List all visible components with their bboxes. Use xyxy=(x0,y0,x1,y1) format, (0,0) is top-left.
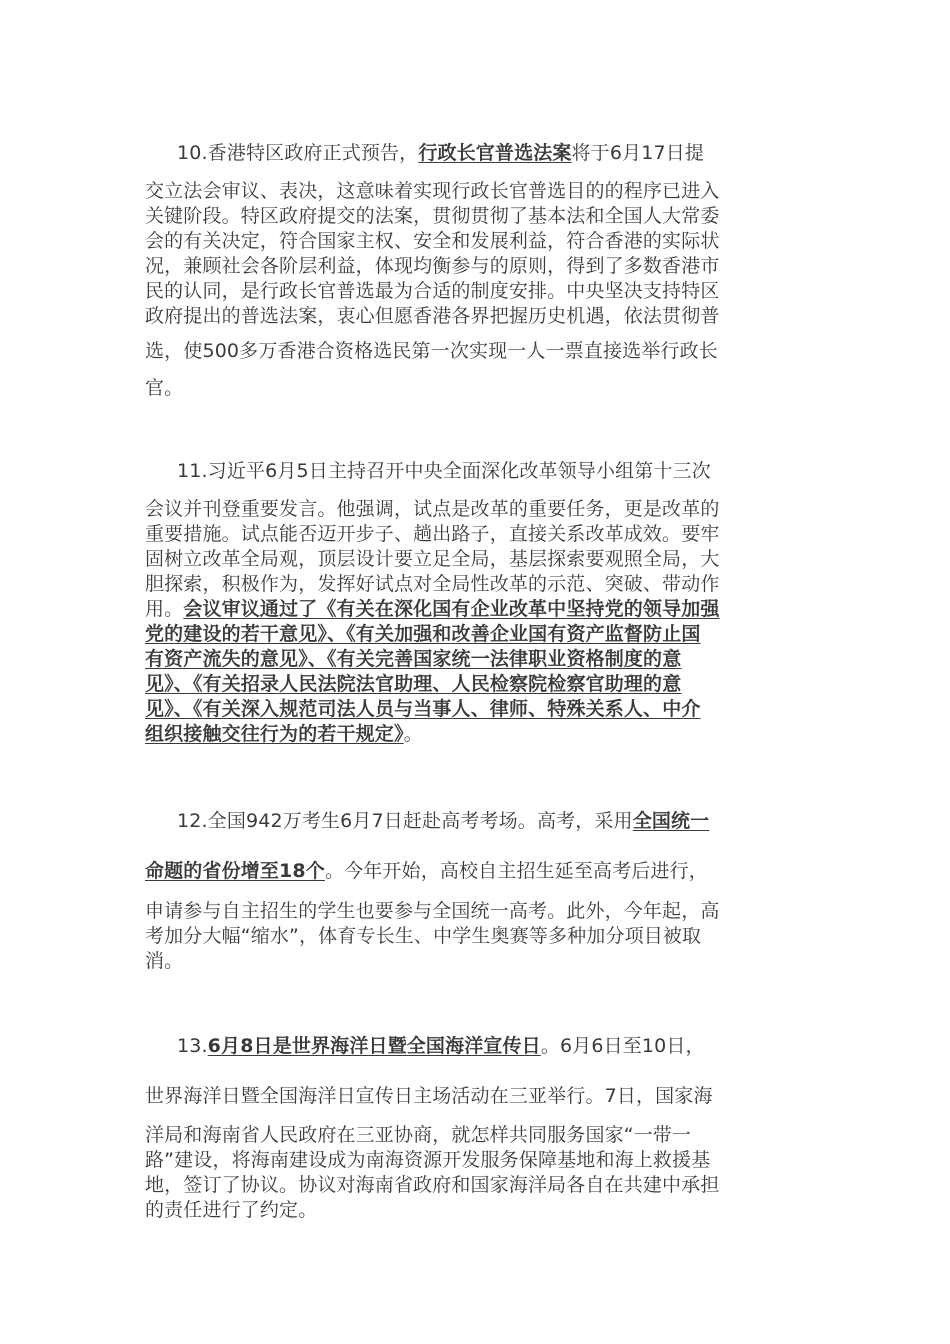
text-line xyxy=(145,671,681,698)
underlined-phrase: 见》、《有关招录人民法院法官助理、人民检察院检察官助理的意 xyxy=(145,673,682,695)
text-line xyxy=(145,1197,317,1224)
text-run: 将于6月17日提 xyxy=(571,142,704,164)
text-run: 13. xyxy=(177,1035,208,1057)
text-line xyxy=(145,458,711,485)
text-run: 固树立改革全局观，顶层设计要立足全局，基层探索要观照全局，大 xyxy=(145,548,720,570)
text-run: 11.习近平6月5日主持召开中央全面深化改革领导小组第十三次 xyxy=(177,460,711,482)
text-run: 重要措施。试点能否迈开步子、趟出路子，直接关系改革成效。要牢 xyxy=(145,523,720,545)
text-line xyxy=(145,696,701,723)
text-line xyxy=(145,858,708,885)
text-run: 世界海洋日暨全国海洋日宣传日主场活动在三亚举行。7日，国家海 xyxy=(145,1085,713,1107)
text-line xyxy=(145,898,720,925)
text-run: 。6月6日至10日， xyxy=(540,1035,705,1057)
underlined-phrase: 会议审议通过了《有关在深化国有企业改革中坚持党的领导加强 xyxy=(183,598,720,620)
text-line xyxy=(145,521,720,548)
text-line xyxy=(145,338,718,365)
text-run: 官。 xyxy=(145,377,184,399)
text-line xyxy=(145,1147,710,1174)
text-line xyxy=(145,375,183,402)
text-line xyxy=(145,140,704,167)
underlined-phrase: 有资产流失的意见》、《有关完善国家统一法律职业资格制度的意 xyxy=(145,648,682,670)
text-run: 12.全国942万考生6月7日赶赴高考考场。高考，采用 xyxy=(177,810,633,832)
underlined-phrase: 6月8日是世界海洋日暨全国海洋宣传日 xyxy=(207,1035,541,1057)
text-line xyxy=(145,203,720,230)
text-run: 会的有关决定，符合国家主权、安全和发展利益，符合香港的实际状 xyxy=(145,230,720,252)
text-run: 交立法会审议、表决，这意味着实现行政长官普选目的的程序已进入 xyxy=(145,180,720,202)
text-line xyxy=(145,303,720,330)
text-line xyxy=(145,253,720,280)
text-run: 地，签订了协议。协议对海南省政府和国家海洋局各自在共建中承担 xyxy=(145,1174,720,1196)
text-run: 关键阶段。特区政府提交的法案，贯彻贯彻了基本法和全国人大常委 xyxy=(145,205,720,227)
underlined-phrase: 见》、《有关深入规范司法人员与当事人、律师、特殊关系人、中介 xyxy=(145,698,701,720)
text-line xyxy=(145,1122,691,1149)
text-run: 用。 xyxy=(145,598,184,620)
text-run: 会议并刊登重要发言。他强调，试点是改革的重要任务，更是改革的 xyxy=(145,498,720,520)
text-run: 消。 xyxy=(145,950,184,972)
text-run: 路”建设，将海南建设成为南海资源开发服务保障基地和海上救援基 xyxy=(145,1149,711,1171)
text-run: 民的认同，是行政长官普选最为合适的制度安排。中央坚决支持特区 xyxy=(145,280,720,302)
text-run: 选，使500多万香港合资格选民第一次实现一人一票直接选举行政长 xyxy=(145,340,718,362)
text-run: 胆探索，积极作为，发挥好试点对全局性改革的示范、突破、带动作 xyxy=(145,573,720,595)
text-line xyxy=(145,571,720,598)
text-line xyxy=(145,596,720,623)
text-line xyxy=(145,1172,720,1199)
text-run: 的责任进行了约定。 xyxy=(145,1199,318,1221)
text-run: 况，兼顾社会各阶层利益，体现均衡参与的原则，得到了多数香港市 xyxy=(145,255,720,277)
text-line xyxy=(145,948,183,975)
text-line xyxy=(145,178,720,205)
text-line xyxy=(145,646,681,673)
text-run: 洋局和海南省人民政府在三亚协商，就怎样共同服务国家“一带一 xyxy=(145,1124,692,1146)
text-line xyxy=(145,278,720,305)
underlined-phrase: 命题的省份增至18个 xyxy=(145,860,325,882)
text-line xyxy=(145,1033,705,1060)
text-run: 申请参与自主招生的学生也要参与全国统一高考。此外，今年起，高 xyxy=(145,900,720,922)
text-run: 。今年开始，高校自主招生延至高考后进行， xyxy=(324,860,708,882)
text-run: 。 xyxy=(403,723,423,745)
text-line xyxy=(145,228,720,255)
underlined-phrase: 党的建设的若干意见》、《有关加强和改善企业国有资产监督防止国 xyxy=(145,623,701,645)
text-line xyxy=(145,721,423,748)
text-run: 政府提出的普选法案，衷心但愿香港各界把握历史机遇，依法贯彻普 xyxy=(145,305,720,327)
underlined-phrase: 组织接触交往行为的若干规定》 xyxy=(145,723,404,745)
text-run: 考加分大幅“缩水”，体育专长生、中学生奥赛等多种加分项目被取 xyxy=(145,925,702,947)
text-line xyxy=(145,546,720,573)
text-line xyxy=(145,923,701,950)
text-line xyxy=(145,496,720,523)
text-line xyxy=(145,808,709,835)
text-line xyxy=(145,621,701,648)
underlined-phrase: 行政长官普选法案 xyxy=(418,142,572,164)
text-line xyxy=(145,1083,713,1110)
text-run: 10.香港特区政府正式预告， xyxy=(177,142,419,164)
underlined-phrase: 全国统一 xyxy=(632,810,710,832)
